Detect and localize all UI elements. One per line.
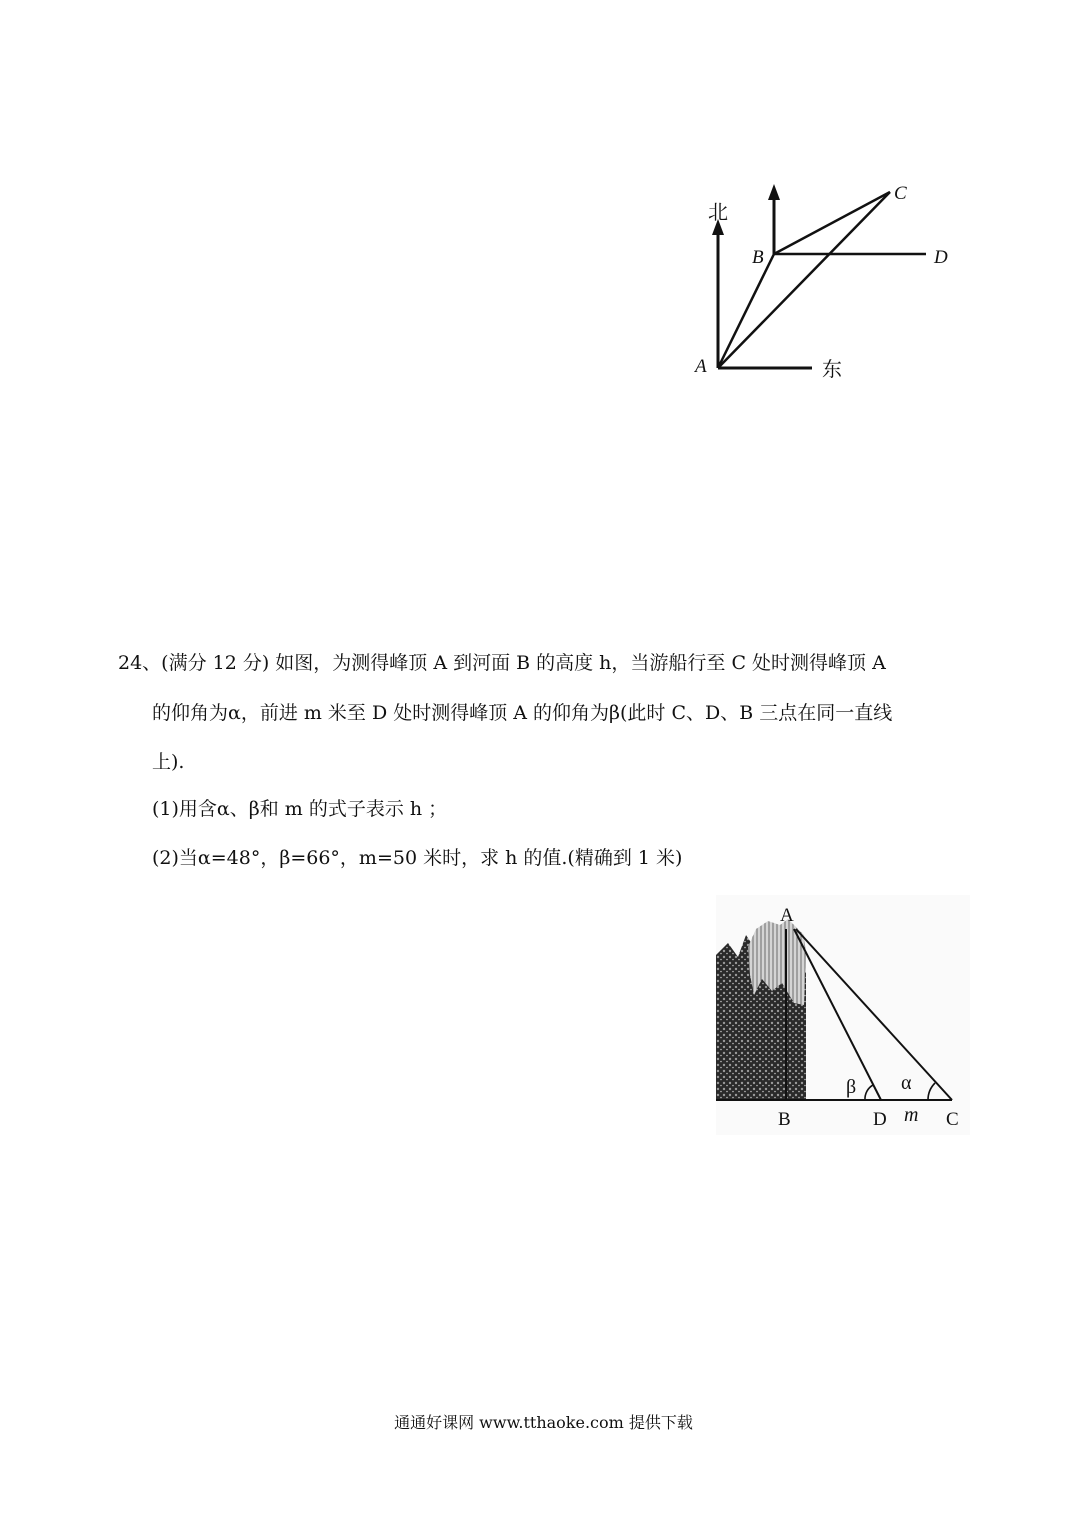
east-label: 东 (822, 357, 842, 381)
point-a-label: A (695, 356, 707, 377)
segment-bc (774, 192, 890, 254)
north-label: 北 (708, 200, 728, 224)
segment-ac (718, 192, 890, 368)
point-d-label: D (873, 1109, 887, 1130)
label-m: m (904, 1104, 919, 1126)
question-24-line-2: 的仰角为α，前进 m 米至 D 处时测得峰顶 A 的仰角为β(此时 C、D、B 三点在同一直线 (152, 702, 893, 724)
question-24-line-3: 上). (152, 751, 185, 773)
question-24-part-2: (2)当α=48°，β=66°，m=50 米时，求 h 的值.(精确到 1 米) (152, 847, 683, 869)
direction-diagram-svg (680, 175, 980, 390)
mountain-diagram-svg (716, 895, 970, 1135)
point-b-label: B (778, 1109, 791, 1130)
label-alpha: α (901, 1072, 912, 1094)
point-c-label: C (894, 183, 907, 204)
north-arrow-b (768, 184, 780, 200)
segment-ab (718, 254, 774, 368)
direction-diagram (680, 175, 980, 390)
point-a-label: A (780, 905, 794, 926)
point-c-label: C (946, 1109, 959, 1130)
label-beta: β (846, 1076, 857, 1098)
question-24-line-1: 24、(满分 12 分) 如图，为测得峰顶 A 到河面 B 的高度 h，当游船行至 C 处时测得峰顶 A (118, 652, 886, 674)
mountain-diagram (716, 895, 970, 1135)
point-d-label: D (934, 247, 948, 268)
point-b-label: B (752, 247, 764, 268)
question-24-part-1: (1)用含α、β和 m 的式子表示 h ； (152, 798, 448, 820)
page-footer: 通通好课网 www.tthaoke.com 提供下载 (394, 1413, 693, 1432)
